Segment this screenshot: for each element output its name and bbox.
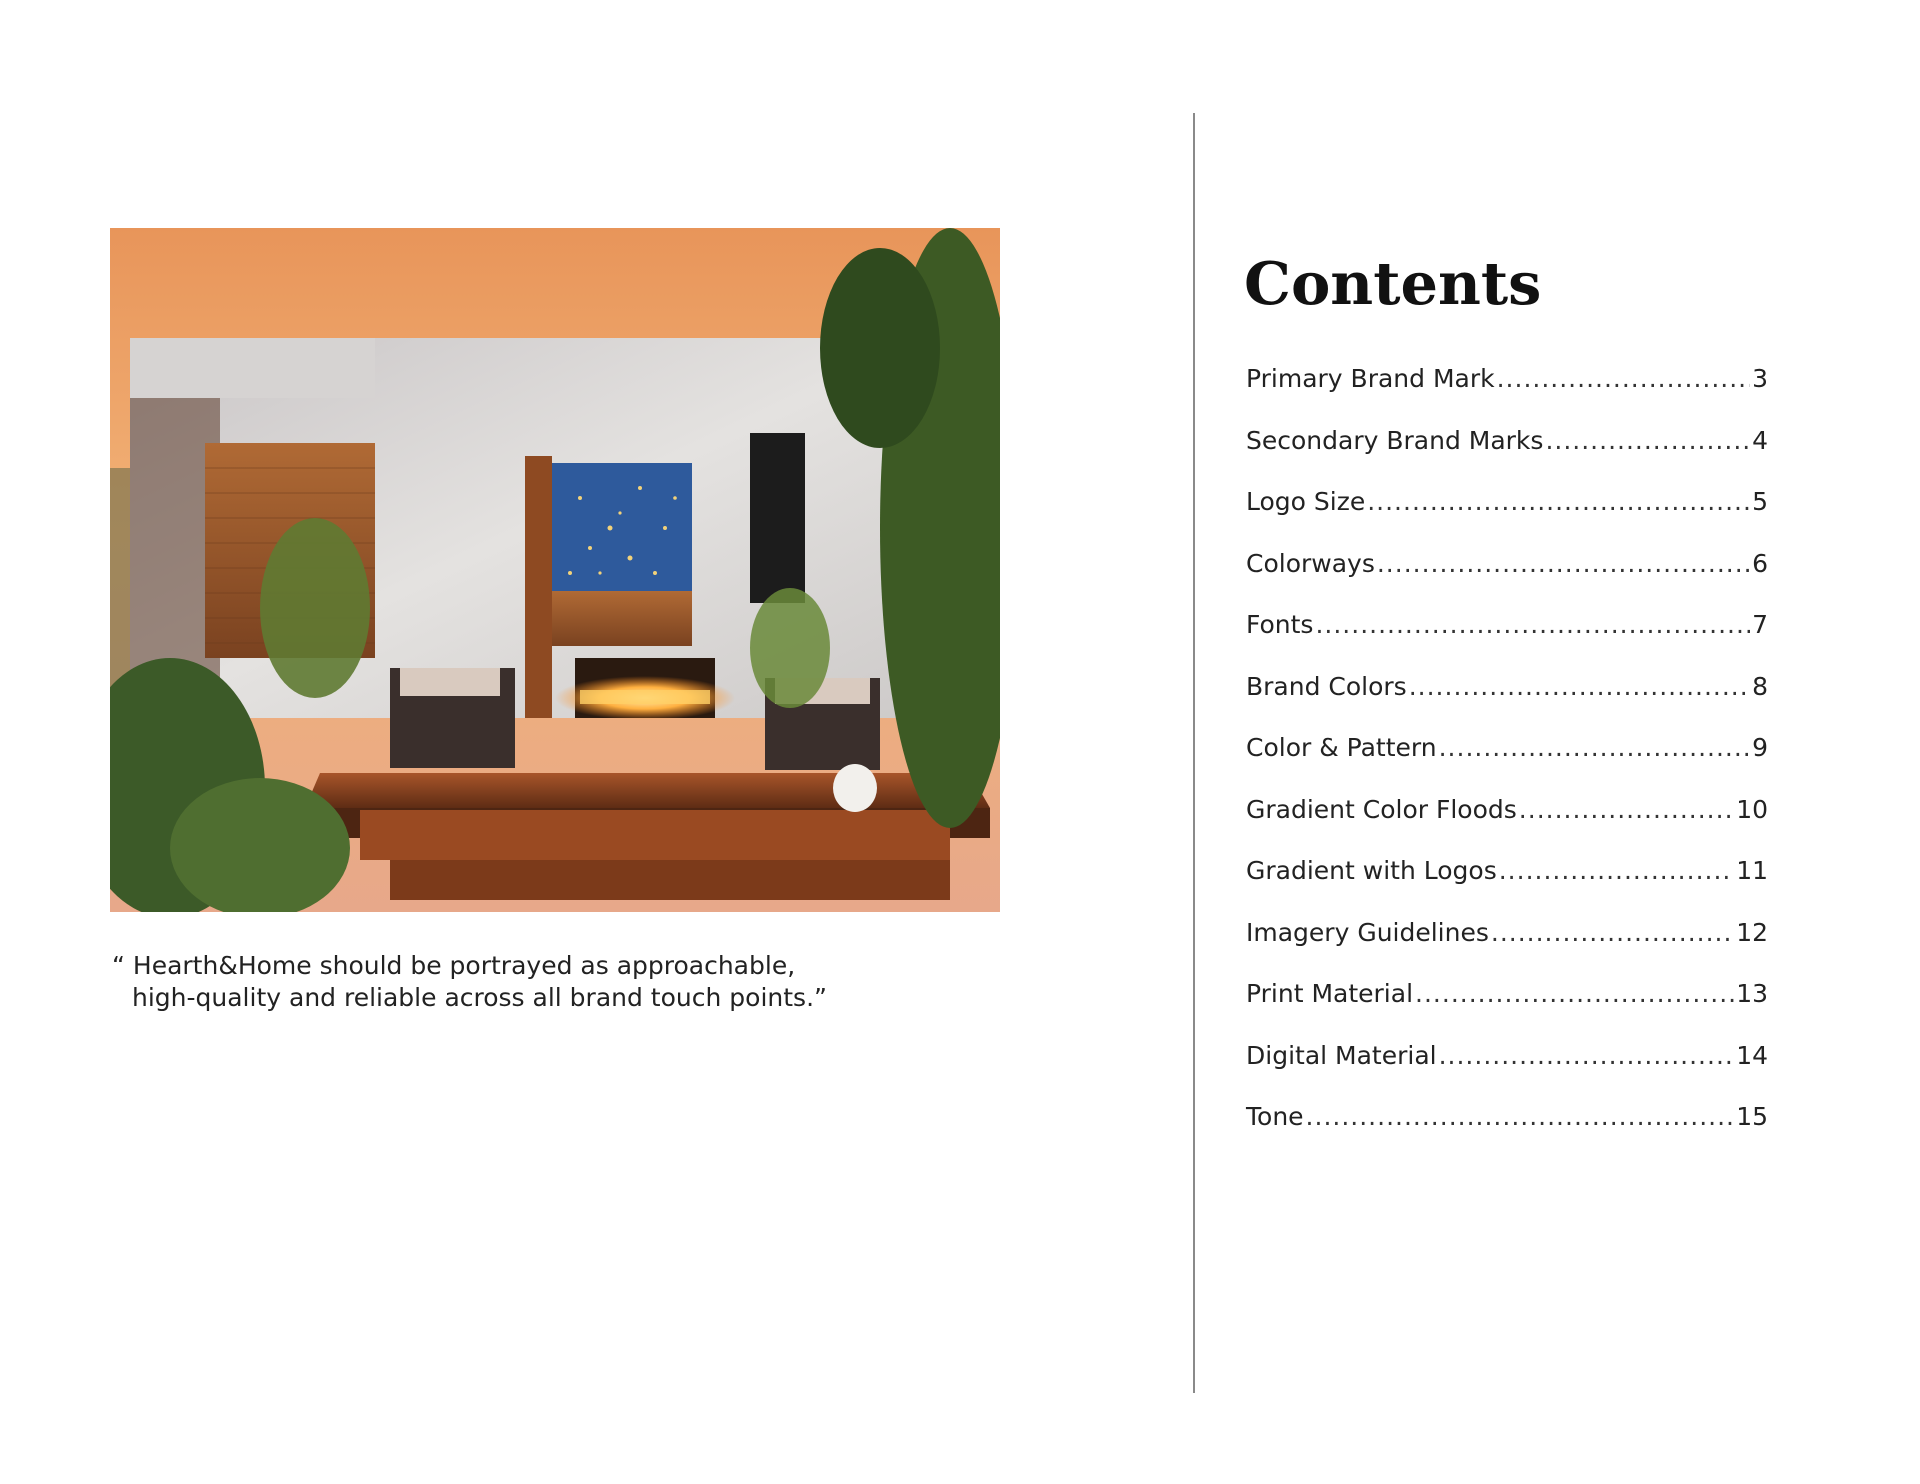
toc-item[interactable]: [1246, 733, 1768, 795]
patio-fireplace-illustration: [110, 228, 1000, 912]
toc-item[interactable]: [1246, 487, 1768, 549]
toc-leader: [1545, 426, 1750, 455]
toc-page: 9: [1752, 733, 1768, 762]
toc-label: Gradient Color Floods: [1246, 794, 1517, 824]
toc-label: Brand Colors: [1246, 671, 1407, 701]
toc-label: Colorways: [1246, 548, 1375, 578]
toc-label: Print Material: [1246, 979, 1414, 1008]
toc-item[interactable]: [1246, 1102, 1768, 1164]
toc-leader: [1315, 610, 1750, 639]
toc-page: 8: [1752, 671, 1768, 701]
toc-leader: [1306, 1102, 1735, 1131]
toc-page: 5: [1752, 487, 1768, 516]
quote-line-2: high-quality and reliable across all brand touch points.”: [132, 983, 827, 1012]
toc-item[interactable]: [1246, 426, 1768, 488]
toc-label: Secondary Brand Marks: [1246, 425, 1544, 455]
toc-label: Tone: [1246, 1102, 1304, 1131]
toc-page: 12: [1736, 917, 1768, 947]
toc-leader: [1409, 672, 1750, 701]
toc-page: 10: [1736, 794, 1768, 824]
toc-item[interactable]: [1246, 549, 1768, 611]
toc-item[interactable]: [1246, 1041, 1768, 1103]
contents-title: Contents: [1244, 249, 1542, 318]
toc-page: 3: [1752, 364, 1768, 393]
step-lower: [390, 860, 950, 900]
toc-item[interactable]: [1246, 979, 1768, 1041]
toc-leader: [1499, 856, 1734, 885]
toc-page: 7: [1752, 610, 1768, 639]
toc-label: Primary Brand Mark: [1246, 364, 1495, 393]
toc-item[interactable]: [1246, 856, 1768, 918]
toc-page: 6: [1752, 548, 1768, 578]
toc-label: Digital Material: [1246, 1040, 1437, 1070]
toc-label: Fonts: [1246, 610, 1314, 639]
window: [750, 433, 805, 603]
deck: [305, 773, 990, 808]
table-of-contents: [1246, 364, 1768, 1164]
toc-label: Color & Pattern: [1246, 733, 1437, 762]
toc-label: Logo Size: [1246, 487, 1366, 516]
toc-page: 11: [1736, 856, 1768, 885]
toc-leader: [1415, 979, 1734, 1008]
toc-leader: [1367, 487, 1750, 516]
toc-page: 15: [1736, 1102, 1768, 1131]
patio-fireplace-photo: [110, 228, 1000, 912]
toc-item[interactable]: [1246, 672, 1768, 734]
toc-label: Imagery Guidelines: [1246, 917, 1489, 947]
toc-label: Gradient with Logos: [1246, 856, 1497, 885]
toc-page: 4: [1752, 425, 1768, 455]
toc-leader: [1439, 1041, 1735, 1070]
step-upper: [360, 810, 950, 860]
toc-item[interactable]: [1246, 610, 1768, 672]
toc-page: 13: [1736, 979, 1768, 1008]
star-panel: [552, 463, 692, 591]
quote-line-1: “ Hearth&Home should be portrayed as approachable,: [112, 951, 796, 980]
brand-quote: [112, 950, 892, 1014]
toc-leader: [1377, 549, 1750, 578]
toc-leader: [1497, 364, 1750, 393]
toc-item[interactable]: [1246, 364, 1768, 426]
toc-leader: [1519, 795, 1734, 824]
toc-item[interactable]: [1246, 918, 1768, 980]
page-divider: [1193, 113, 1195, 1393]
toc-leader: [1491, 918, 1734, 947]
toc-page: 14: [1736, 1040, 1768, 1070]
vase: [833, 764, 877, 812]
toc-leader: [1439, 733, 1750, 762]
toc-item[interactable]: [1246, 795, 1768, 857]
